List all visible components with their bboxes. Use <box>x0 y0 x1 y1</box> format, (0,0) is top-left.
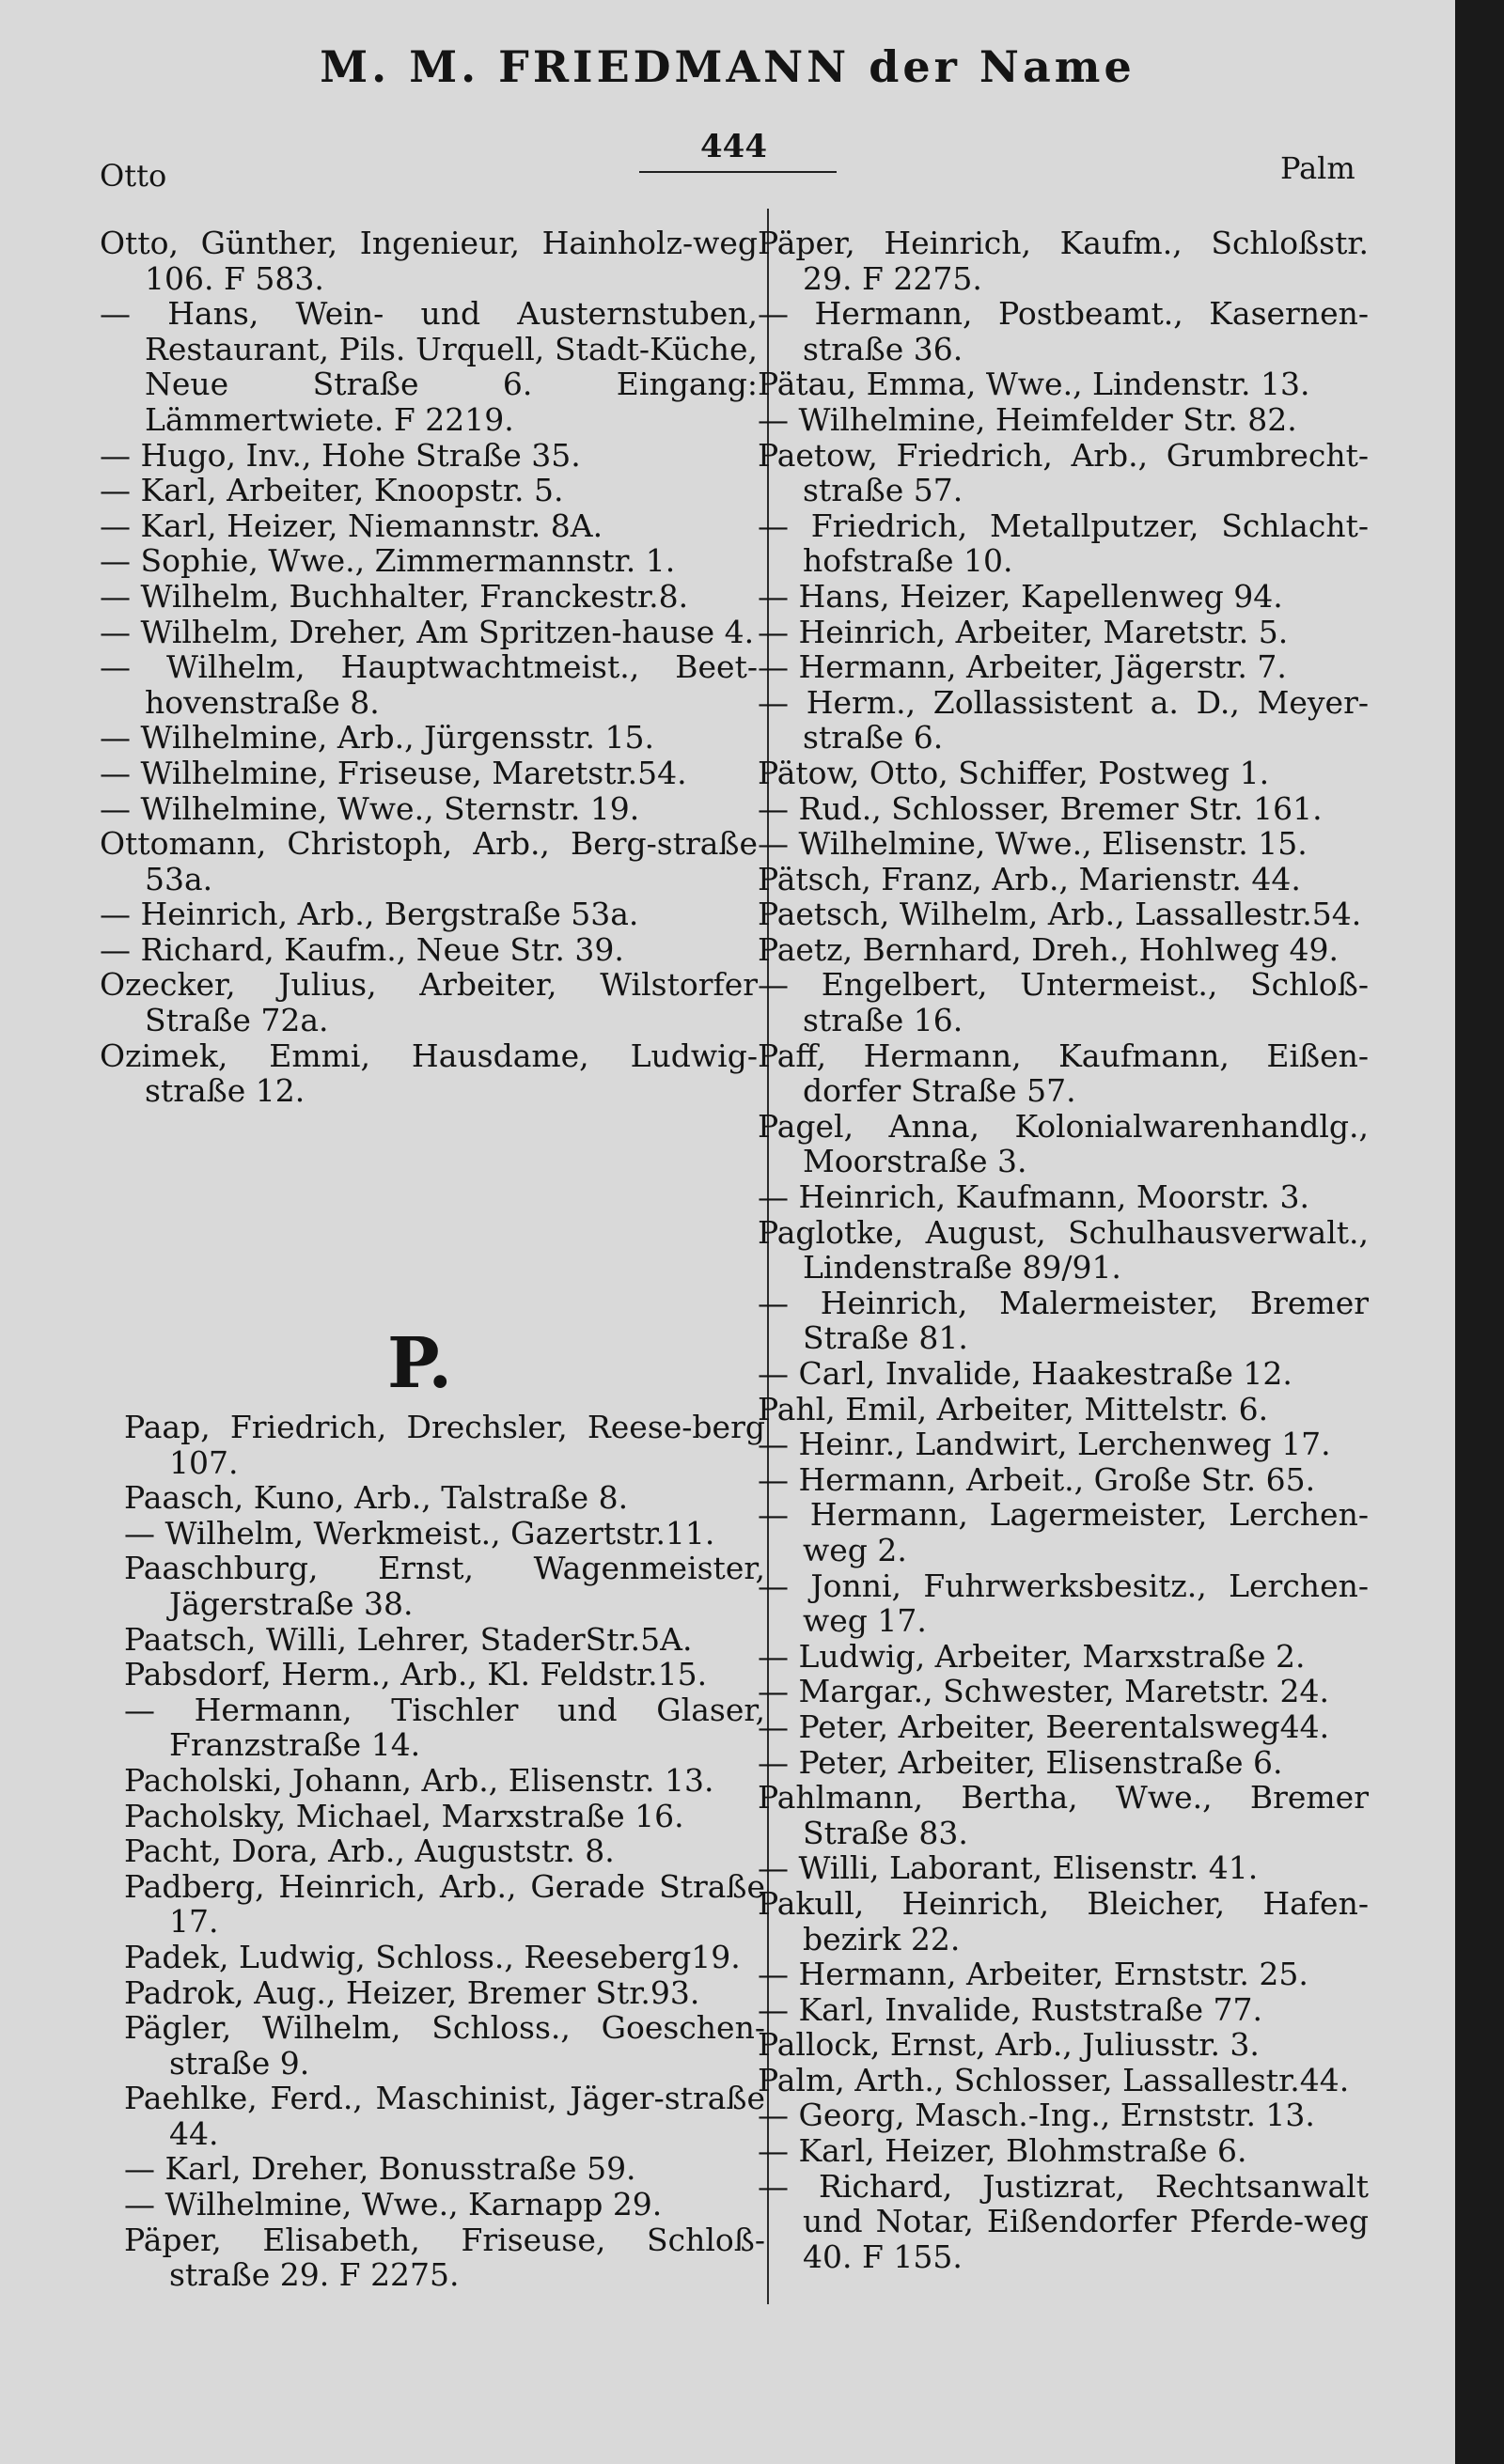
directory-entry: — Karl, Heizer, Niemannstr. 8A. <box>100 507 603 544</box>
page-number: 444 <box>700 128 767 165</box>
directory-entry: — Hermann, Arbeiter, Jägerstr. 7. <box>758 648 1287 686</box>
directory-entry: — Wilhelmine, Arb., Jürgensstr. 15. <box>100 719 654 756</box>
directory-entry: Paetow, Friedrich, Arb., Grumbrecht-straße 57. <box>758 436 1369 509</box>
directory-entry: — Peter, Arbeiter, Elisenstraße 6. <box>758 1743 1283 1781</box>
directory-entry: Padrok, Aug., Heizer, Bremer Str.93. <box>124 1973 700 2011</box>
directory-entry: — Wilhelm, Hauptwachtmeist., Beet-hovenstraße 8. <box>100 648 758 721</box>
directory-entry: Padberg, Heinrich, Arb., Gerade Straße 17. <box>124 1867 765 1941</box>
directory-entry: Pägler, Wilhelm, Schloss., Goeschen-straße 9. <box>124 2009 765 2082</box>
right-running-head: Palm <box>1280 150 1355 186</box>
directory-entry: — Karl, Invalide, Ruststraße 77. <box>758 1990 1262 2028</box>
directory-entry: Otto, Günther, Ingenieur, Hainholz-weg 106. F 583. <box>100 225 758 297</box>
directory-entry: Pabsdorf, Herm., Arb., Kl. Feldstr.15. <box>124 1656 708 1693</box>
directory-entry: — Heinr., Landwirt, Lerchenweg 17. <box>758 1426 1331 1463</box>
directory-entry: — Richard, Justizrat, Rechtsanwalt und Notar, Eißendorfer Pferde-weg 40. F 155. <box>758 2167 1369 2275</box>
directory-entry: Päper, Elisabeth, Friseuse, Schloß-straße 29. F 2275. <box>124 2221 765 2294</box>
directory-entry: Paglotke, August, Schulhausverwalt., Lindenstraße 89/91. <box>758 1213 1369 1287</box>
directory-entry: Ozimek, Emmi, Hausdame, Ludwig-straße 12. <box>100 1037 758 1110</box>
directory-entry: — Hermann, Arbeiter, Ernststr. 25. <box>758 1956 1308 1993</box>
directory-entry: Paap, Friedrich, Drechsler, Reese-berg 107. <box>124 1409 765 1481</box>
directory-entry: — Hermann, Tischler und Glaser, Franzstraße 14. <box>124 1691 765 1764</box>
header-rule <box>639 171 837 173</box>
left-column-top <box>100 226 758 1109</box>
directory-entry: Päper, Heinrich, Kaufm., Schloßstr. 29. F 2275. <box>758 225 1369 297</box>
directory-entry: Pahl, Emil, Arbeiter, Mittelstr. 6. <box>758 1390 1269 1427</box>
page-banner-title: M. M. FRIEDMANN der Name <box>320 41 1136 92</box>
directory-entry: — Ludwig, Arbeiter, Marxstraße 2. <box>758 1637 1306 1675</box>
directory-entry: — Richard, Kaufm., Neue Str. 39. <box>100 930 624 968</box>
directory-entry: Pacht, Dora, Arb., Auguststr. 8. <box>124 1832 615 1870</box>
directory-entry: Paetz, Bernhard, Dreh., Hohlweg 49. <box>758 930 1339 968</box>
directory-entry: — Karl, Arbeiter, Knoopstr. 5. <box>100 472 564 509</box>
directory-entry: Pätsch, Franz, Arb., Marienstr. 44. <box>758 860 1301 897</box>
directory-entry: — Hugo, Inv., Hohe Straße 35. <box>100 436 581 474</box>
directory-entry: Paaschburg, Ernst, Wagenmeister, Jägerstraße 38. <box>124 1550 765 1622</box>
directory-entry: — Hans, Wein- und Austernstuben, Restaurant, Pils. Urquell, Stadt-Küche, Neue Straße 6. Eingang: Lämmertwiete. F 2219. <box>100 295 758 438</box>
directory-entry: — Hermann, Lagermeister, Lerchen-weg 2. <box>758 1496 1369 1568</box>
directory-entry: Pacholski, Johann, Arb., Elisenstr. 13. <box>124 1761 714 1799</box>
left-column-p-section <box>124 1410 765 2293</box>
directory-entry: Pallock, Ernst, Arb., Juliusstr. 3. <box>758 2026 1260 2064</box>
directory-entry: Pakull, Heinrich, Bleicher, Hafen-bezirk 22. <box>758 1884 1369 1957</box>
directory-entry: Ottomann, Christoph, Arb., Berg-straße 53a. <box>100 825 758 897</box>
directory-entry: — Wilhelmine, Wwe., Karnapp 29. <box>124 2186 663 2223</box>
directory-entry: — Karl, Dreher, Bonusstraße 59. <box>124 2150 636 2188</box>
directory-entry: — Hans, Heizer, Kapellenweg 94. <box>758 577 1283 615</box>
scan-edge <box>1455 0 1504 2464</box>
directory-entry: — Willi, Laborant, Elisenstr. 41. <box>758 1849 1259 1887</box>
directory-entry: Pahlmann, Bertha, Wwe., Bremer Straße 83. <box>758 1779 1369 1851</box>
directory-entry: — Hermann, Arbeit., Große Str. 65. <box>758 1460 1316 1498</box>
directory-entry: — Rud., Schlosser, Bremer Str. 161. <box>758 789 1323 827</box>
directory-entry: Pacholsky, Michael, Marxstraße 16. <box>124 1797 684 1834</box>
directory-entry: — Heinrich, Kaufmann, Moorstr. 3. <box>758 1178 1310 1216</box>
directory-entry: — Margar., Schwester, Maretstr. 24. <box>758 1673 1329 1710</box>
directory-entry: — Heinrich, Malermeister, Bremer Straße 81. <box>758 1284 1369 1357</box>
directory-entry: — Karl, Heizer, Blohmstraße 6. <box>758 2132 1247 2170</box>
directory-entry: — Wilhelm, Werkmeist., Gazertstr.11. <box>124 1514 715 1552</box>
directory-entry: — Peter, Arbeiter, Beerentalsweg44. <box>758 1708 1330 1745</box>
directory-entry: Paff, Hermann, Kaufmann, Eißen-dorfer Straße 57. <box>758 1037 1369 1110</box>
directory-entry: — Jonni, Fuhrwerksbesitz., Lerchen-weg 17. <box>758 1567 1369 1640</box>
directory-entry: Pätau, Emma, Wwe., Lindenstr. 13. <box>758 366 1310 403</box>
directory-entry: — Wilhelmine, Friseuse, Maretstr.54. <box>100 754 687 791</box>
directory-entry: — Wilhelm, Buchhalter, Franckestr.8. <box>100 577 689 615</box>
directory-entry: Paatsch, Willi, Lehrer, StaderStr.5A. <box>124 1620 693 1658</box>
right-column <box>758 226 1369 2274</box>
directory-entry: — Herm., Zollassistent a. D., Meyer-straße 6. <box>758 683 1369 756</box>
directory-entry: — Heinrich, Arb., Bergstraße 53a. <box>100 896 639 933</box>
directory-entry: Paasch, Kuno, Arb., Talstraße 8. <box>124 1479 629 1517</box>
directory-entry: — Heinrich, Arbeiter, Maretstr. 5. <box>758 613 1289 650</box>
directory-entry: Pätow, Otto, Schiffer, Postweg 1. <box>758 754 1270 791</box>
directory-entry: Ozecker, Julius, Arbeiter, Wilstorfer Straße 72a. <box>100 966 758 1039</box>
directory-entry: — Wilhelm, Dreher, Am Spritzen-hause 4. <box>100 613 755 650</box>
directory-entry: Paetsch, Wilhelm, Arb., Lassallestr.54. <box>758 896 1362 933</box>
directory-entry: — Friedrich, Metallputzer, Schlacht-hofstraße 10. <box>758 507 1369 580</box>
directory-entry: — Carl, Invalide, Haakestraße 12. <box>758 1355 1292 1392</box>
directory-entry: — Wilhelmine, Wwe., Sternstr. 19. <box>100 789 640 827</box>
directory-entry: — Hermann, Postbeamt., Kasernen-straße 36. <box>758 295 1369 367</box>
section-letter: P. <box>387 1323 453 1404</box>
directory-entry: Paehlke, Ferd., Maschinist, Jäger-straße 44. <box>124 2080 765 2152</box>
directory-entry: — Wilhelmine, Heimfelder Str. 82. <box>758 400 1297 438</box>
directory-entry: — Wilhelmine, Wwe., Elisenstr. 15. <box>758 825 1308 863</box>
directory-entry: — Sophie, Wwe., Zimmermannstr. 1. <box>100 542 676 580</box>
left-running-head: Otto <box>100 158 167 194</box>
directory-entry: Palm, Arth., Schlosser, Lassallestr.44. <box>758 2061 1350 2098</box>
directory-entry: Pagel, Anna, Kolonialwarenhandlg., Moorstraße 3. <box>758 1107 1369 1180</box>
directory-entry: Padek, Ludwig, Schloss., Reeseberg19. <box>124 1938 741 1975</box>
directory-entry: — Engelbert, Untermeist., Schloß-straße 16. <box>758 966 1369 1039</box>
directory-entry: — Georg, Masch.-Ing., Ernststr. 13. <box>758 2097 1315 2134</box>
